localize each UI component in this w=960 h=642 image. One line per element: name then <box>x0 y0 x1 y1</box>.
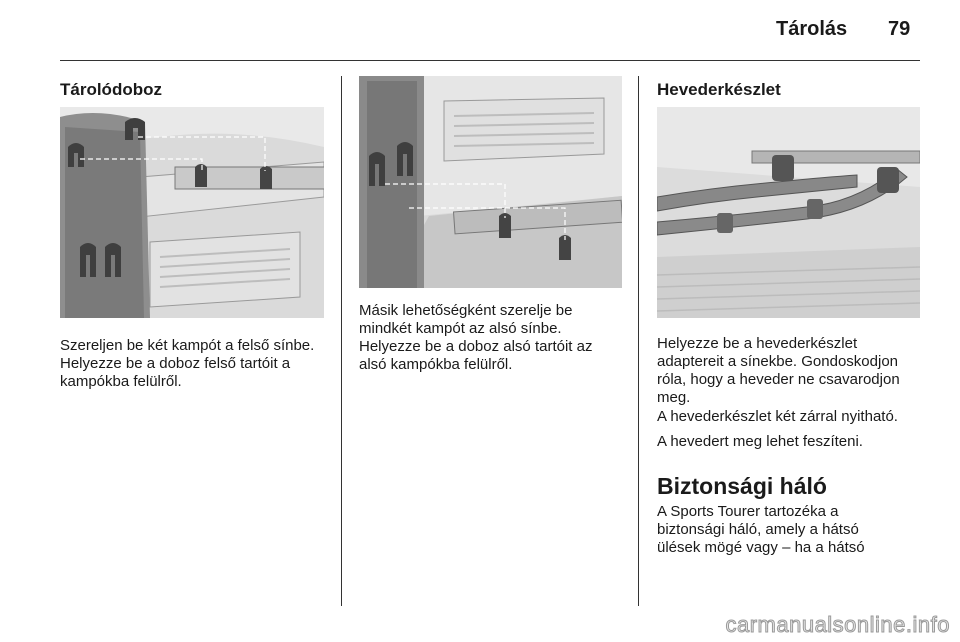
column-divider-2 <box>638 76 639 606</box>
header-divider <box>60 60 920 61</box>
strap-kit-illustration <box>657 107 920 318</box>
storage-box-paragraph: Szereljen be két kampót a felső sínbe. Helyezze be a doboz felső tartóit a kampókba felülről. <box>60 337 315 390</box>
storage-box-lower-rail-illustration <box>359 76 622 288</box>
heading-strap-kit: Hevederkészlet <box>657 80 781 99</box>
storage-box-upper-rail-illustration <box>60 107 324 318</box>
heading-storage-box: Tárolódoboz <box>60 80 162 99</box>
column-divider-1 <box>341 76 342 606</box>
heading-safety-net: Biztonsági háló <box>657 473 827 499</box>
watermark: carmanualsonline.info <box>725 612 950 637</box>
lower-rail-paragraph: Másik lehetőségként szerelje be mindkét kampót az alsó sínbe. Helyezze be a doboz alsó tartóit az alsó kampókba felülről. <box>359 302 593 373</box>
strap-kit-paragraph-3: A hevedert meg lehet feszíteni. <box>657 433 863 450</box>
safety-net-paragraph: A Sports Tourer tartozéka a biztonsági háló, amely a hátsó ülések mögé vagy – ha a hátsó <box>657 503 865 556</box>
section-title: Tárolás <box>776 18 848 40</box>
strap-kit-paragraph-2: A hevederkészlet két zárral nyitható. <box>657 408 898 425</box>
page-number: 79 <box>888 18 911 40</box>
strap-kit-paragraph-1: Helyezze be a hevederkészlet adaptereit a sínekbe. Gondoskodjon róla, hogy a heveder ne csavarodjon meg. <box>657 335 900 406</box>
